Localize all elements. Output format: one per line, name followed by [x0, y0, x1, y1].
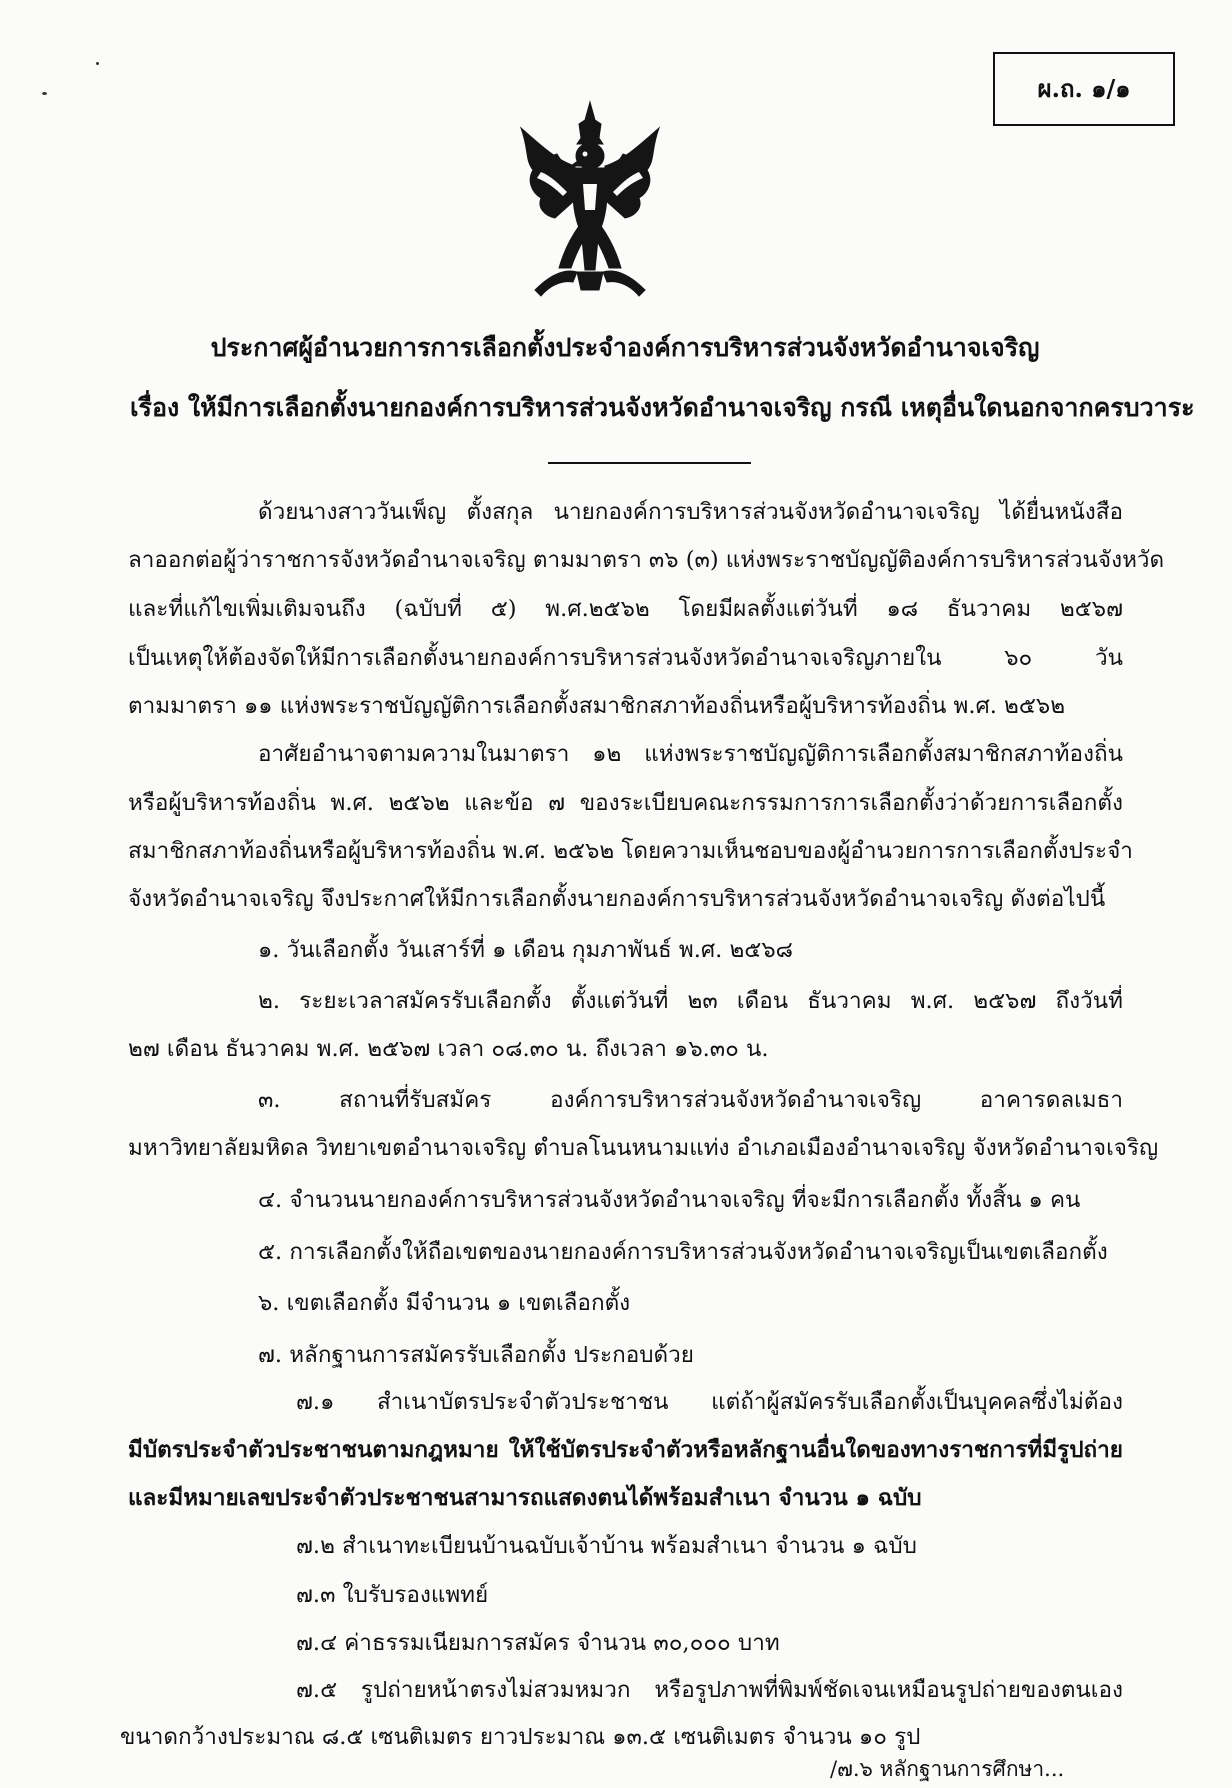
item-2-application-period: ๒. ระยะเวลาสมัครรับเลือกตั้ง ตั้งแต่วันที่ ๒๓ เดือน ธันวาคม พ.ศ. ๒๕๖๗ ถึงวันที่: [258, 988, 1123, 1014]
item-1-election-date: ๑. วันเลือกตั้ง วันเสาร์ที่ ๑ เดือน กุมภาพันธ์ พ.ศ. ๒๕๖๘: [258, 937, 793, 963]
item-3-application-venue: ๓. สถานที่รับสมัคร องค์การบริหารส่วนจังหวัดอำนาจเจริญ อาคารดลเมธา: [258, 1087, 1123, 1113]
item-6-district-count: ๖. เขตเลือกตั้ง มีจำนวน ๑ เขตเลือกตั้ง: [258, 1290, 631, 1316]
item-3-application-venue: มหาวิทยาลัยมหิดล วิทยาเขตอำนาจเจริญ ตำบลโนนหนามแท่ง อำเภอเมืองอำนาจเจริญ จังหวัดอำนาจเจริญ: [128, 1135, 1159, 1161]
announcement-subject: เรื่อง ให้มีการเลือกตั้งนายกองค์การบริหารส่วนจังหวัดอำนาจเจริญ กรณี เหตุอื่นใดนอกจากครบวาระ: [130, 393, 1195, 422]
item-7-4-application-fee: ๗.๔ ค่าธรรมเนียมการสมัคร จำนวน ๓๐,๐๐๐ บาท: [296, 1630, 780, 1656]
paragraph-2-line: จังหวัดอำนาจเจริญ จึงประกาศให้มีการเลือกตั้งนายกองค์การบริหารส่วนจังหวัดอำนาจเจริญ ดังต่อไปนี้: [128, 886, 1106, 912]
title-divider: [548, 462, 751, 464]
announcement-title: ประกาศผู้อำนวยการการเลือกตั้งประจำองค์การบริหารส่วนจังหวัดอำนาจเจริญ: [210, 333, 1040, 362]
paragraph-1-line: เป็นเหตุให้ต้องจัดให้มีการเลือกตั้งนายกองค์การบริหารส่วนจังหวัดอำนาจเจริญภายใน ๖๐ วัน: [128, 645, 1123, 671]
item-7-1-id-card: มีบัตรประจำตัวประชาชนตามกฎหมาย ให้ใช้บัตรประจำตัวหรือหลักฐานอื่นใดของทางราชการที่มีรูปถ่าย: [128, 1437, 1123, 1463]
item-7-5-photographs: ๗.๕ รูปถ่ายหน้าตรงไม่สวมหมวก หรือรูปภาพที่พิมพ์ชัดเจนเหมือนรูปถ่ายของตนเอง: [296, 1677, 1123, 1703]
paragraph-2-line: หรือผู้บริหารท้องถิ่น พ.ศ. ๒๕๖๒ และข้อ ๗ ของระเบียบคณะกรรมการการเลือกตั้งว่าด้วยการเลือกตั้ง: [128, 790, 1123, 816]
item-7-5-photographs: ขนาดกว้างประมาณ ๘.๕ เซนติเมตร ยาวประมาณ ๑๓.๕ เซนติเมตร จำนวน ๑๐ รูป: [120, 1724, 921, 1750]
paragraph-1-line: ลาออกต่อผู้ว่าราชการจังหวัดอำนาจเจริญ ตามมาตรา ๓๖ (๓) แห่งพระราชบัญญัติองค์การบริหารส่วนจังหวัด: [128, 547, 1165, 573]
paragraph-2-line: สมาชิกสภาท้องถิ่นหรือผู้บริหารท้องถิ่น พ.ศ. ๒๕๖๒ โดยความเห็นชอบของผู้อำนวยการการเลือกตั้งประจำ: [128, 838, 1133, 864]
document-code: ผ.ถ. ๑/๑: [1037, 74, 1131, 103]
scan-speck: [42, 92, 47, 95]
document-code-box: [993, 52, 1175, 126]
continuation-note: /๗.๖ หลักฐานการศึกษา...: [830, 1757, 1065, 1781]
paragraph-2-line: อาศัยอำนาจตามความในมาตรา ๑๒ แห่งพระราชบัญญัติการเลือกตั้งสมาชิกสภาท้องถิ่น: [258, 741, 1123, 767]
item-7-1-id-card: ๗.๑ สำเนาบัตรประจำตัวประชาชน แต่ถ้าผู้สมัครรับเลือกตั้งเป็นบุคคลซึ่งไม่ต้อง: [296, 1389, 1123, 1415]
item-5-election-district: ๕. การเลือกตั้งให้ถือเขตของนายกองค์การบริหารส่วนจังหวัดอำนาจเจริญเป็นเขตเลือกตั้ง: [258, 1239, 1108, 1265]
paragraph-1-line: ตามมาตรา ๑๑ แห่งพระราชบัญญัติการเลือกตั้งสมาชิกสภาท้องถิ่นหรือผู้บริหารท้องถิ่น พ.ศ. ๒๕๖๒: [128, 693, 1066, 719]
item-7-1-id-card: และมีหมายเลขประจำตัวประชาชนสามารถแสดงตนได้พร้อมสำเนา จำนวน ๑ ฉบับ: [128, 1485, 922, 1511]
item-2-application-period: ๒๗ เดือน ธันวาคม พ.ศ. ๒๕๖๗ เวลา ๐๘.๓๐ น. ถึงเวลา ๑๖.๓๐ น.: [128, 1036, 769, 1062]
garuda-emblem: [515, 100, 665, 302]
item-7-3-medical-certificate: ๗.๓ ใบรับรองแพทย์: [296, 1582, 489, 1608]
paragraph-1-line: ด้วยนางสาววันเพ็ญ ตั้งสกุล นายกองค์การบริหารส่วนจังหวัดอำนาจเจริญ ได้ยื่นหนังสือ: [258, 499, 1123, 525]
item-7-required-documents: ๗. หลักฐานการสมัครรับเลือกตั้ง ประกอบด้วย: [258, 1342, 694, 1368]
item-4-number-of-mayors: ๔. จำนวนนายกองค์การบริหารส่วนจังหวัดอำนาจเจริญ ที่จะมีการเลือกตั้ง ทั้งสิ้น ๑ คน: [258, 1187, 1081, 1213]
item-7-2-house-registration: ๗.๒ สำเนาทะเบียนบ้านฉบับเจ้าบ้าน พร้อมสำเนา จำนวน ๑ ฉบับ: [296, 1533, 917, 1559]
paragraph-1-line: และที่แก้ไขเพิ่มเติมจนถึง (ฉบับที่ ๕) พ.ศ.๒๕๖๒ โดยมีผลตั้งแต่วันที่ ๑๘ ธันวาคม ๒๕๖๗: [128, 596, 1123, 622]
scan-speck: [96, 62, 99, 65]
